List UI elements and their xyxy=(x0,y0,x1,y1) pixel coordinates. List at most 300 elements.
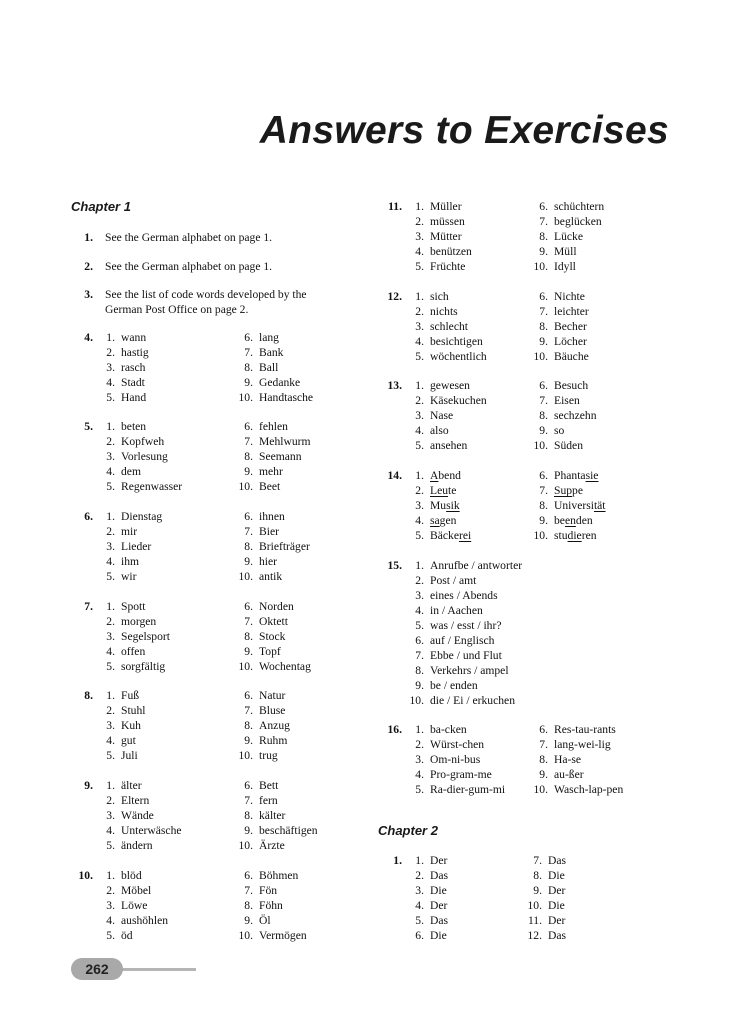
item-number: 2. xyxy=(415,574,424,587)
item-answer: benützen xyxy=(430,245,472,258)
item-answer: Föhn xyxy=(259,899,283,912)
item-number: 1. xyxy=(415,854,424,867)
item-answer: Fuß xyxy=(121,689,140,702)
exercise-number: 13. xyxy=(387,379,402,392)
item-answer: Stuhl xyxy=(121,704,146,717)
item-answer: Regenwasser xyxy=(121,480,183,493)
item-answer: was / esst / ihr? xyxy=(430,619,502,632)
item-number: 1. xyxy=(106,510,115,523)
item-number: 9. xyxy=(244,914,253,927)
item-number: 4. xyxy=(106,914,115,927)
item-number: 8. xyxy=(539,409,548,422)
item-number: 10. xyxy=(409,694,424,707)
item-answer xyxy=(430,483,456,498)
item-answer: wöchentlich xyxy=(430,350,487,363)
item-number: 3. xyxy=(415,753,424,766)
item-number: 8. xyxy=(539,753,548,766)
item-answer: Beet xyxy=(259,480,281,493)
item-number: 5. xyxy=(415,439,424,452)
item-answer: Die xyxy=(548,869,565,882)
item-number: 8. xyxy=(244,540,253,553)
answer-part: Phanta xyxy=(554,469,586,482)
item-number: 6. xyxy=(539,469,548,482)
item-number: 2. xyxy=(106,884,115,897)
stressed-syllable: rei xyxy=(458,529,472,542)
item-number: 2. xyxy=(415,305,424,318)
item-answer: antik xyxy=(259,570,283,583)
item-answer: Das xyxy=(548,854,567,867)
item-number: 10. xyxy=(238,749,253,762)
item-answer: eines / Abends xyxy=(430,589,498,602)
answer-part: pe xyxy=(572,484,583,497)
chapter-1-heading: Chapter 1 xyxy=(71,199,131,214)
exercise-number: 16. xyxy=(387,723,402,736)
stressed-syllable: sie xyxy=(585,469,599,482)
item-number: 6. xyxy=(244,869,253,882)
item-number: 5. xyxy=(415,350,424,363)
item-answer: Seemann xyxy=(259,450,302,463)
item-answer: Süden xyxy=(554,439,583,452)
exercise-number: 3. xyxy=(84,288,93,301)
item-answer: Ruhm xyxy=(259,734,288,747)
item-answer: lang-wei-lig xyxy=(554,738,611,751)
item-number: 8. xyxy=(539,499,548,512)
page-number: 262 xyxy=(71,958,123,980)
item-answer: müssen xyxy=(430,215,465,228)
item-number: 6. xyxy=(539,290,548,303)
item-number: 4. xyxy=(415,245,424,258)
item-number: 9. xyxy=(244,465,253,478)
item-answer: Möbel xyxy=(121,884,152,897)
item-answer: auf / Englisch xyxy=(430,634,495,647)
item-number: 3. xyxy=(106,450,115,463)
footer-rule xyxy=(120,968,196,971)
item-answer: Der xyxy=(430,899,448,912)
item-answer: Hand xyxy=(121,391,147,404)
item-number: 2. xyxy=(415,215,424,228)
item-number: 4. xyxy=(106,555,115,568)
item-answer: morgen xyxy=(121,615,157,628)
item-number: 3. xyxy=(415,320,424,333)
item-answer xyxy=(430,528,471,543)
exercise-number: 15. xyxy=(387,559,402,572)
item-number: 3. xyxy=(106,630,115,643)
item-answer: Bank xyxy=(259,346,284,359)
item-answer: Idyll xyxy=(554,260,576,273)
item-number: 2. xyxy=(106,794,115,807)
answer-part: Mu xyxy=(430,499,447,512)
item-answer: ändern xyxy=(121,839,153,852)
item-number: 6. xyxy=(244,600,253,613)
item-answer xyxy=(554,513,593,528)
item-answer: Das xyxy=(430,869,449,882)
item-number: 10. xyxy=(533,783,548,796)
item-number: 10. xyxy=(238,839,253,852)
item-number: 6. xyxy=(244,331,253,344)
item-number: 1. xyxy=(106,600,115,613)
item-answer: Der xyxy=(430,854,448,867)
exercise-number: 8. xyxy=(84,689,93,702)
exercise-number: 10. xyxy=(78,869,93,882)
item-number: 9. xyxy=(539,424,548,437)
item-number: 9. xyxy=(539,245,548,258)
item-answer: Lücke xyxy=(554,230,583,243)
item-number: 8. xyxy=(539,320,548,333)
exercise-answer: See the German alphabet on page 1. xyxy=(105,260,273,273)
item-number: 1. xyxy=(106,779,115,792)
item-number: 8. xyxy=(244,719,253,732)
item-number: 9. xyxy=(244,645,253,658)
item-answer: Ra-dier-gum-mi xyxy=(430,783,506,796)
item-number: 3. xyxy=(106,361,115,374)
item-number: 2. xyxy=(106,525,115,538)
item-answer: mehr xyxy=(259,465,283,478)
item-answer: Müller xyxy=(430,200,462,213)
item-answer: ansehen xyxy=(430,439,468,452)
item-number: 5. xyxy=(415,260,424,273)
item-number: 11. xyxy=(527,914,542,927)
item-number: 10. xyxy=(238,929,253,942)
item-number: 10. xyxy=(533,260,548,273)
item-answer: Löcher xyxy=(554,335,587,348)
stressed-syllable: tät xyxy=(593,499,606,512)
item-number: 5. xyxy=(415,529,424,542)
item-answer: Mehlwurm xyxy=(259,435,311,448)
item-answer: Pro-gram-me xyxy=(430,768,492,781)
item-answer: Böhmen xyxy=(259,869,299,882)
item-number: 8. xyxy=(415,664,424,677)
answer-part: gen xyxy=(439,514,457,527)
exercise-answer: See the German alphabet on page 1. xyxy=(105,231,273,244)
item-answer: fehlen xyxy=(259,420,288,433)
item-number: 10. xyxy=(238,391,253,404)
item-number: 2. xyxy=(106,615,115,628)
item-answer: Bett xyxy=(259,779,279,792)
answer-line: See the list of code words developed by the xyxy=(105,288,307,301)
item-answer: offen xyxy=(121,645,146,658)
item-number: 4. xyxy=(106,376,115,389)
exercise-number: 11. xyxy=(388,200,402,213)
item-number: 7. xyxy=(533,854,542,867)
item-number: 4. xyxy=(415,335,424,348)
item-answer: nichts xyxy=(430,305,458,318)
item-number: 1. xyxy=(415,723,424,736)
item-number: 3. xyxy=(415,589,424,602)
item-answer: Die xyxy=(548,899,565,912)
item-number: 2. xyxy=(106,435,115,448)
item-answer: sich xyxy=(430,290,449,303)
item-number: 4. xyxy=(106,824,115,837)
item-number: 9. xyxy=(244,376,253,389)
item-answer: Stadt xyxy=(121,376,145,389)
item-number: 5. xyxy=(415,914,424,927)
answer-part: stu xyxy=(554,529,568,542)
item-answer: Dienstag xyxy=(121,510,163,523)
item-answer: Lieder xyxy=(121,540,152,553)
item-answer: Wände xyxy=(121,809,154,822)
stressed-syllable: sik xyxy=(446,499,460,512)
item-answer xyxy=(554,498,606,513)
item-answer: lang xyxy=(259,331,279,344)
item-answer: gewesen xyxy=(430,379,470,392)
item-number: 4. xyxy=(106,734,115,747)
item-number: 7. xyxy=(244,794,253,807)
item-answer: Mütter xyxy=(430,230,462,243)
item-number: 8. xyxy=(244,809,253,822)
item-number: 8. xyxy=(244,450,253,463)
item-answer xyxy=(554,528,597,543)
item-answer: wann xyxy=(121,331,147,344)
item-number: 5. xyxy=(415,619,424,632)
item-number: 3. xyxy=(415,499,424,512)
item-number: 9. xyxy=(533,884,542,897)
item-answer: Vorlesung xyxy=(121,450,168,463)
item-answer: Würst-chen xyxy=(430,738,485,751)
item-number: 10. xyxy=(238,570,253,583)
item-number: 9. xyxy=(244,555,253,568)
item-answer xyxy=(430,468,461,483)
item-number: 7. xyxy=(539,305,548,318)
item-number: 5. xyxy=(106,749,115,762)
item-answer: Bäuche xyxy=(554,350,589,363)
item-answer: Topf xyxy=(259,645,281,658)
item-number: 7. xyxy=(415,649,424,662)
exercise-number: 2. xyxy=(84,260,93,273)
item-number: 1. xyxy=(415,200,424,213)
item-number: 5. xyxy=(106,929,115,942)
item-answer: Verkehrs / ampel xyxy=(430,664,509,677)
stressed-syllable: die xyxy=(567,529,582,542)
item-number: 1. xyxy=(106,420,115,433)
item-answer: dem xyxy=(121,465,141,478)
item-number: 10. xyxy=(527,899,542,912)
item-number: 3. xyxy=(415,409,424,422)
exercise-number: 9. xyxy=(84,779,93,792)
item-answer: Om-ni-bus xyxy=(430,753,481,766)
item-answer: Unterwäsche xyxy=(121,824,182,837)
item-number: 9. xyxy=(539,514,548,527)
item-number: 5. xyxy=(106,570,115,583)
chapter-2-heading: Chapter 2 xyxy=(378,823,438,838)
item-answer: Nichte xyxy=(554,290,585,303)
item-number: 6. xyxy=(244,779,253,792)
item-number: 8. xyxy=(244,899,253,912)
item-number: 5. xyxy=(106,480,115,493)
exercise-number: 4. xyxy=(84,331,93,344)
item-answer: schüchtern xyxy=(554,200,605,213)
item-number: 2. xyxy=(415,738,424,751)
stressed-syllable: Leu xyxy=(430,484,449,497)
item-number: 5. xyxy=(106,391,115,404)
item-answer: Vermögen xyxy=(259,929,307,942)
item-answer: hastig xyxy=(121,346,149,359)
item-number: 8. xyxy=(533,869,542,882)
item-answer: besichtigen xyxy=(430,335,483,348)
item-number: 1. xyxy=(415,559,424,572)
item-number: 6. xyxy=(539,200,548,213)
answer-part: den xyxy=(575,514,593,527)
item-answer: Oktett xyxy=(259,615,288,628)
item-answer: älter xyxy=(121,779,142,792)
item-number: 3. xyxy=(106,540,115,553)
item-number: 4. xyxy=(106,645,115,658)
item-answer: beschäftigen xyxy=(259,824,318,837)
item-answer: Fön xyxy=(259,884,278,897)
item-answer: Das xyxy=(430,914,449,927)
item-number: 4. xyxy=(415,604,424,617)
item-number: 12. xyxy=(527,929,542,942)
item-answer xyxy=(554,468,598,483)
item-answer: Wochentag xyxy=(259,660,311,673)
item-number: 6. xyxy=(244,510,253,523)
item-number: 1. xyxy=(106,331,115,344)
item-answer: Der xyxy=(548,884,566,897)
answer-part: ren xyxy=(581,529,597,542)
item-number: 9. xyxy=(244,734,253,747)
item-number: 6. xyxy=(415,929,424,942)
item-number: 3. xyxy=(106,719,115,732)
item-answer: Natur xyxy=(259,689,286,702)
item-answer: Müll xyxy=(554,245,577,258)
item-number: 10. xyxy=(238,480,253,493)
item-answer: Handtasche xyxy=(259,391,314,404)
item-number: 7. xyxy=(244,884,253,897)
item-answer: Briefträger xyxy=(259,540,310,553)
item-answer: also xyxy=(430,424,449,437)
item-answer: kälter xyxy=(259,809,286,822)
item-answer xyxy=(430,513,456,528)
item-answer: sorgfältig xyxy=(121,660,166,673)
item-number: 3. xyxy=(106,899,115,912)
item-answer: Stock xyxy=(259,630,286,643)
item-number: 9. xyxy=(415,679,424,692)
item-answer: Anrufbe / antworter xyxy=(430,559,523,572)
item-answer: sechzehn xyxy=(554,409,597,422)
item-answer: wir xyxy=(121,570,137,583)
item-number: 7. xyxy=(244,704,253,717)
item-answer: Öl xyxy=(259,914,271,927)
item-number: 5. xyxy=(106,839,115,852)
item-number: 7. xyxy=(539,394,548,407)
item-number: 6. xyxy=(539,723,548,736)
item-answer: Das xyxy=(548,929,567,942)
answer-part: Universi xyxy=(554,499,594,512)
item-answer: beten xyxy=(121,420,147,433)
exercise-number: 14. xyxy=(387,469,402,482)
item-number: 7. xyxy=(244,525,253,538)
exercise-number: 1. xyxy=(84,231,93,244)
item-number: 3. xyxy=(415,884,424,897)
item-number: 7. xyxy=(244,615,253,628)
item-answer: ihm xyxy=(121,555,140,568)
item-number: 8. xyxy=(244,630,253,643)
item-number: 1. xyxy=(415,290,424,303)
item-answer: Früchte xyxy=(430,260,466,273)
item-answer: trug xyxy=(259,749,278,762)
item-answer: Eltern xyxy=(121,794,150,807)
item-answer: Die xyxy=(430,929,447,942)
item-number: 3. xyxy=(106,809,115,822)
item-answer: fern xyxy=(259,794,278,807)
item-number: 2. xyxy=(415,484,424,497)
item-answer: Eisen xyxy=(554,394,580,407)
item-number: 2. xyxy=(106,704,115,717)
item-answer: Bluse xyxy=(259,704,286,717)
item-answer: Anzug xyxy=(259,719,290,732)
answer-line: German Post Office on page 2. xyxy=(105,303,249,316)
item-number: 7. xyxy=(539,215,548,228)
item-number: 7. xyxy=(539,738,548,751)
item-answer: Norden xyxy=(259,600,294,613)
item-number: 2. xyxy=(106,346,115,359)
exercise-number: 6. xyxy=(84,510,93,523)
item-answer: Besuch xyxy=(554,379,589,392)
item-number: 8. xyxy=(244,361,253,374)
exercise-answer xyxy=(105,287,335,317)
item-answer: rasch xyxy=(121,361,146,374)
item-answer: hier xyxy=(259,555,278,568)
item-number: 10. xyxy=(533,529,548,542)
item-answer: Spott xyxy=(121,600,146,613)
item-number: 6. xyxy=(539,379,548,392)
item-answer: Bier xyxy=(259,525,279,538)
item-answer: aushöhlen xyxy=(121,914,169,927)
item-number: 1. xyxy=(106,869,115,882)
item-answer: Becher xyxy=(554,320,587,333)
item-answer xyxy=(554,483,583,498)
item-answer: Ball xyxy=(259,361,279,374)
item-answer: Kuh xyxy=(121,719,141,732)
item-number: 1. xyxy=(415,379,424,392)
item-number: 10. xyxy=(238,660,253,673)
page-title: Answers to Exercises xyxy=(259,109,669,152)
answer-part: bend xyxy=(438,469,461,482)
exercise-number: 7. xyxy=(84,600,93,613)
item-answer: leichter xyxy=(554,305,589,318)
stressed-syllable: en xyxy=(564,514,576,527)
item-number: 5. xyxy=(106,660,115,673)
item-number: 2. xyxy=(415,869,424,882)
item-number: 4. xyxy=(415,768,424,781)
item-number: 7. xyxy=(244,435,253,448)
item-answer: Segelsport xyxy=(121,630,170,643)
answer-part: be xyxy=(554,514,565,527)
item-number: 7. xyxy=(539,484,548,497)
item-number: 1. xyxy=(106,689,115,702)
item-number: 6. xyxy=(244,689,253,702)
item-answer: be / enden xyxy=(430,679,478,692)
item-number: 9. xyxy=(539,768,548,781)
item-answer: Käsekuchen xyxy=(430,394,487,407)
item-answer: ba-cken xyxy=(430,723,467,736)
item-number: 1. xyxy=(415,469,424,482)
item-number: 8. xyxy=(539,230,548,243)
item-answer: Juli xyxy=(121,749,138,762)
item-answer: ihnen xyxy=(259,510,285,523)
item-answer: Res-tau-rants xyxy=(554,723,616,736)
item-answer: die / Ei / erkuchen xyxy=(430,694,515,707)
item-answer: Der xyxy=(548,914,566,927)
item-number: 4. xyxy=(415,899,424,912)
item-answer: Die xyxy=(430,884,447,897)
item-number: 7. xyxy=(244,346,253,359)
answer-part: Bäcke xyxy=(430,529,459,542)
item-answer: Gedanke xyxy=(259,376,301,389)
item-answer: blöd xyxy=(121,869,142,882)
item-answer: Ärzte xyxy=(259,839,285,852)
item-number: 10. xyxy=(533,350,548,363)
item-answer: Ebbe / und Flut xyxy=(430,649,502,662)
